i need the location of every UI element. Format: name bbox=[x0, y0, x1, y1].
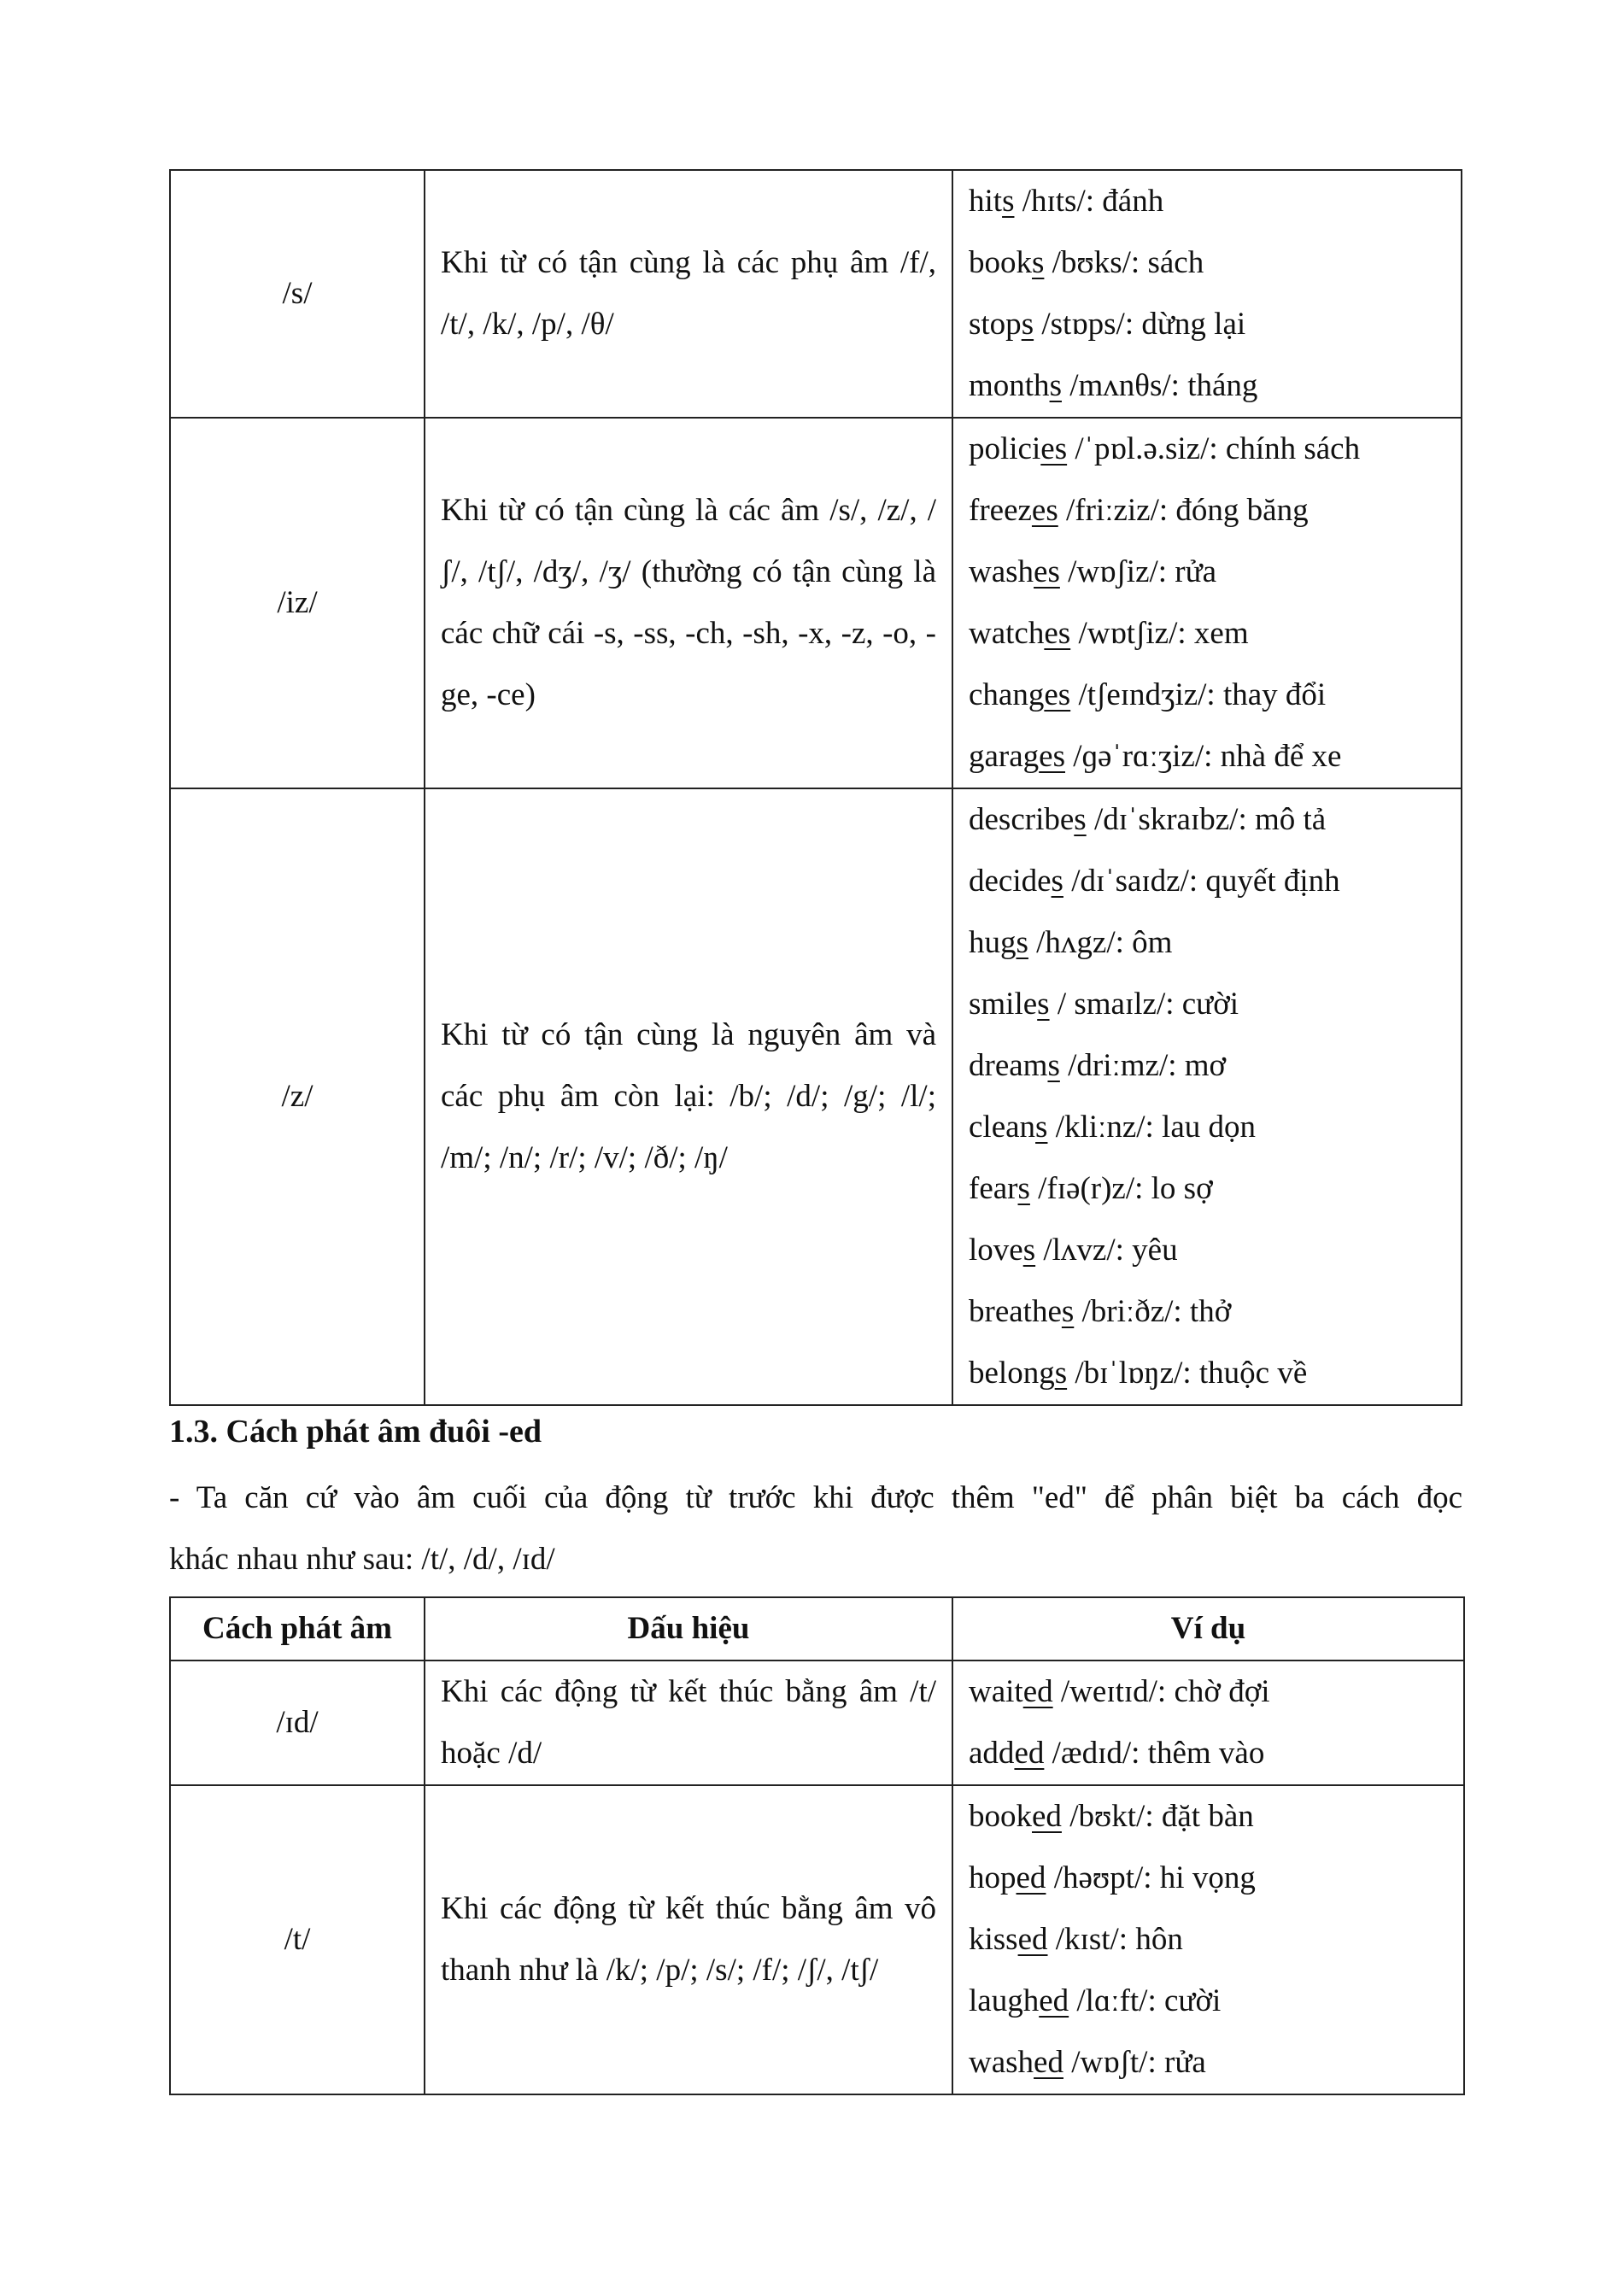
underlined-suffix: es bbox=[1031, 493, 1058, 528]
paragraph-line: - Ta căn cứ vào âm cuối của động từ trước khi được thêm "ed" để phân biệt ba cách đọc bbox=[169, 1480, 1462, 1515]
table-row bbox=[170, 788, 1462, 1405]
underlined-suffix: ed bbox=[1017, 1922, 1048, 1957]
table-row bbox=[170, 418, 1462, 788]
example-line: garages /ɡəˈrɑːʒiz/: nhà để xe bbox=[969, 739, 1342, 774]
example-line: months /mʌnθs/: tháng bbox=[969, 368, 1258, 403]
example-line: freezes /friːziz/: đóng băng bbox=[969, 493, 1309, 528]
example-line: books /bʊks/: sách bbox=[969, 245, 1204, 280]
underlined-suffix: ed bbox=[1022, 1674, 1053, 1709]
example-line: describes /dɪˈskraɪbz/: mô tả bbox=[969, 802, 1327, 837]
example-line: loves /lʌvz/: yêu bbox=[969, 1233, 1178, 1268]
paragraph-line: khác nhau như sau: /t/, /d/, /ɪd/ bbox=[169, 1542, 555, 1577]
example-line: changes /tʃeɪndʒiz/: thay đổi bbox=[969, 677, 1327, 712]
example-line: hugs /hʌgz/: ôm bbox=[969, 925, 1173, 960]
underlined-suffix: ed bbox=[1034, 2045, 1063, 2080]
sign-cell: Khi từ có tận cùng là nguyên âm và các phụ âm còn lại: /b/; /d/; /g/; /l/; /m/; /n/; /r/; /v/; /ð/; /ŋ/ bbox=[425, 788, 952, 1405]
underlined-suffix: es bbox=[1044, 616, 1071, 651]
example-line: dreams /driːmz/: mơ bbox=[969, 1048, 1227, 1083]
underlined-suffix: s bbox=[1037, 987, 1050, 1022]
underlined-suffix: ed bbox=[1014, 1736, 1045, 1771]
example-line: breathes /briːðz/: thở bbox=[969, 1294, 1232, 1329]
table-row bbox=[170, 170, 1462, 418]
underlined-suffix: s bbox=[1035, 1110, 1048, 1145]
underlined-suffix: s bbox=[1074, 802, 1087, 837]
underlined-suffix: ed bbox=[1032, 1799, 1062, 1834]
underlined-suffix: s bbox=[1051, 864, 1063, 899]
column-header: Dấu hiệu bbox=[425, 1597, 952, 1660]
underlined-suffix: es bbox=[1044, 677, 1071, 712]
example-line: fears /fɪə(r)z/: lo sợ bbox=[969, 1171, 1213, 1206]
underlined-suffix: es bbox=[1039, 739, 1065, 774]
example-line: hoped /həʊpt/: hi vọng bbox=[969, 1860, 1256, 1895]
table-row bbox=[170, 1660, 1464, 1785]
sign-cell: Khi các động từ kết thúc bằng âm vô thanh như là /k/; /p/; /s/; /f/; /ʃ/, /tʃ/ bbox=[425, 1785, 952, 2094]
table-s-es-pronunciation bbox=[169, 169, 1462, 1406]
example-line: cleans /kliːnz/: lau dọn bbox=[969, 1110, 1257, 1145]
examples-cell bbox=[952, 788, 1462, 1405]
underlined-suffix: s bbox=[1022, 1233, 1036, 1268]
underlined-suffix: es bbox=[1040, 431, 1068, 466]
sound-cell: /iz/ bbox=[170, 418, 425, 788]
underlined-suffix: s bbox=[1032, 245, 1045, 280]
example-line: policies /ˈpɒl.ə.siz/: chính sách bbox=[969, 431, 1361, 466]
example-line: waited /weɪtɪd/: chờ đợi bbox=[969, 1674, 1270, 1709]
example-line: kissed /kɪst/: hôn bbox=[969, 1922, 1183, 1957]
example-line: booked /bʊkt/: đặt bàn bbox=[969, 1799, 1254, 1834]
example-line: washes /wɒʃiz/: rửa bbox=[969, 554, 1217, 589]
underlined-suffix: s bbox=[1049, 368, 1062, 403]
example-line: laughed /lɑːft/: cười bbox=[969, 1983, 1222, 2018]
sign-cell: Khi từ có tận cùng là các phụ âm /f/, /t/, /k/, /p/, /θ/ bbox=[425, 170, 952, 418]
table-row bbox=[170, 1785, 1464, 2094]
example-line: smiles / smaɪlz/: cười bbox=[969, 987, 1239, 1022]
underlined-suffix: s bbox=[1017, 1171, 1030, 1206]
examples-cell bbox=[952, 170, 1462, 418]
column-header: Ví dụ bbox=[952, 1597, 1464, 1660]
underlined-suffix: es bbox=[1034, 554, 1060, 589]
underlined-suffix: s bbox=[1061, 1294, 1075, 1329]
example-line: hits /hɪts/: đánh bbox=[969, 184, 1164, 219]
section-paragraph bbox=[169, 1467, 1462, 1590]
underlined-suffix: ed bbox=[1016, 1860, 1046, 1895]
examples-cell bbox=[952, 418, 1462, 788]
table-header-row bbox=[170, 1597, 1464, 1660]
sound-cell: /t/ bbox=[170, 1785, 425, 2094]
table-ed-pronunciation bbox=[169, 1596, 1465, 2095]
examples-cell bbox=[952, 1660, 1464, 1785]
example-line: watches /wɒtʃiz/: xem bbox=[969, 616, 1249, 651]
sign-cell: Khi từ có tận cùng là các âm /s/, /z/, /ʃ/, /tʃ/, /dʒ/, /ʒ/ (thường có tận cùng là các chữ cái -s, -ss, -ch, -sh, -x, -z, -o, -ge, -ce) bbox=[425, 418, 952, 788]
sign-cell: Khi các động từ kết thúc bằng âm /t/ hoặc /d/ bbox=[425, 1660, 952, 1785]
underlined-suffix: s bbox=[1021, 307, 1034, 342]
example-line: belongs /bɪˈlɒŋz/: thuộc về bbox=[969, 1356, 1308, 1391]
sound-cell: /ɪd/ bbox=[170, 1660, 425, 1785]
sound-cell: /z/ bbox=[170, 788, 425, 1405]
underlined-suffix: s bbox=[1016, 925, 1028, 960]
underlined-suffix: s bbox=[1047, 1048, 1060, 1083]
underlined-suffix: s bbox=[1054, 1356, 1068, 1391]
underlined-suffix: ed bbox=[1039, 1983, 1069, 2018]
underlined-suffix: s bbox=[1002, 184, 1015, 219]
example-line: added /ædɪd/: thêm vào bbox=[969, 1736, 1265, 1771]
example-line: decides /dɪˈsaɪdz/: quyết định bbox=[969, 864, 1340, 899]
sound-cell: /s/ bbox=[170, 170, 425, 418]
example-line: washed /wɒʃt/: rửa bbox=[969, 2045, 1206, 2080]
column-header: Cách phát âm bbox=[170, 1597, 425, 1660]
section-heading: 1.3. Cách phát âm đuôi -ed bbox=[169, 1414, 542, 1450]
example-line: stops /stɒps/: dừng lại bbox=[969, 307, 1246, 342]
examples-cell bbox=[952, 1785, 1464, 2094]
